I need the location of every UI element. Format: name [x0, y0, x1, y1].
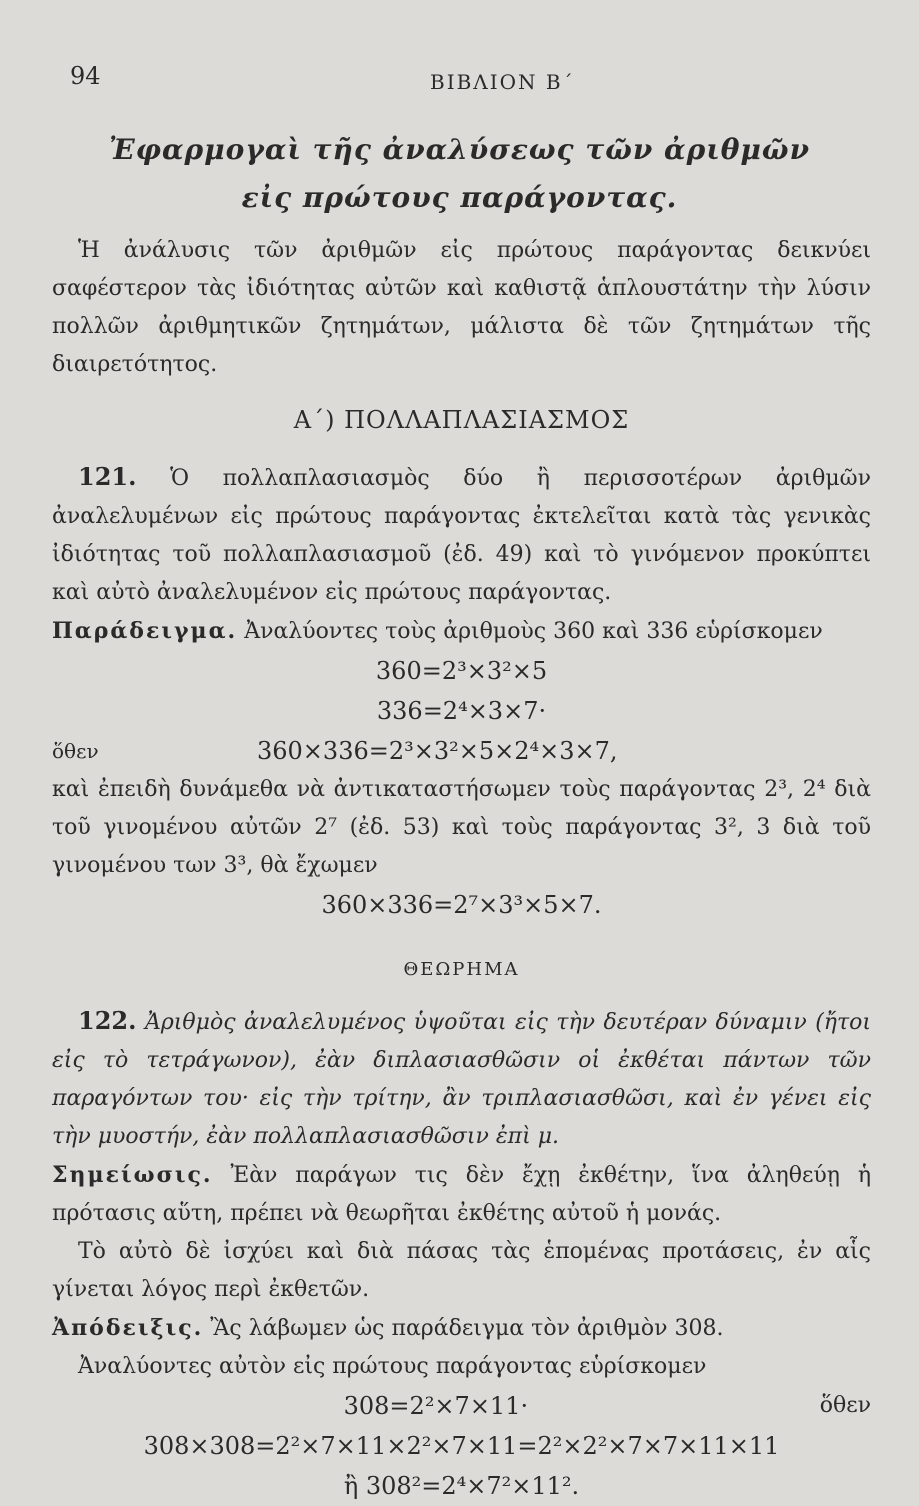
- section-title: [0, 126, 919, 222]
- example-paragraph: [52, 612, 871, 651]
- equation-row: [52, 731, 871, 771]
- equation: 336=2⁴×3×7·: [376, 697, 547, 725]
- subsection-heading: Α΄) ΠΟΛΛΑΠΛΑΣΙΑΣΜΟΣ: [293, 406, 630, 434]
- equation: 308=2²×7×11·: [343, 1392, 529, 1420]
- example-label: Παράδειγμα.: [52, 618, 238, 644]
- paragraph-text: Ὁ πολλαπλασιασμὸς δύο ἢ περισσοτέρων ἀριθμῶν ἀναλελυμένων εἰς πρώτους παράγοντας ἐκτελεῖται κατὰ τὰς γενικὰς ἰδιότητας τοῦ πολλαπλασιασμοῦ (ἐδ. 49) καὶ τὸ γινόμενον προκύπτει καὶ αὐτὸ ἀναλελυμένον εἰς πρώτους παράγοντας.: [52, 466, 871, 605]
- remark-continuation: Τὸ αὐτὸ δὲ ἰσχύει καὶ διὰ πάσας τὰς ἑπομένας προτάσεις, ἐν αἷς γίνεται λόγος περὶ ἐκθετῶν.: [52, 1239, 871, 1302]
- paragraph-122: [52, 1002, 871, 1156]
- paragraph-121: [52, 458, 871, 612]
- proof-label: Ἀπόδειξις.: [52, 1315, 204, 1341]
- proof-text: Ἂς λάβωμεν ὡς παράδειγμα τὸν ἀριθμὸν 308.: [210, 1316, 724, 1341]
- hence-label: ὅθεν: [52, 739, 99, 763]
- equation-row: [52, 1386, 871, 1426]
- proof-paragraph: [52, 1309, 871, 1348]
- remark-label: Σημείωσις.: [52, 1162, 213, 1188]
- page-header: [70, 62, 871, 102]
- example-continuation: καὶ ἐπειδὴ δυνάμεθα νὰ ἀντικαταστήσωμεν τοὺς παράγοντας 2³, 2⁴ διὰ τοῦ γινομένου αὐτῶν 2⁷ (ἐδ. 53) καὶ τοὺς παράγοντας 3², 3 διὰ τοῦ γινομένου των 3³, θὰ ἔχωμεν: [52, 777, 871, 878]
- proof-continuation: Ἀναλύοντες αὐτὸν εἰς πρώτους παράγοντας εὑρίσκομεν: [78, 1354, 707, 1379]
- intro-paragraph: Ἡ ἀνάλυσις τῶν ἀριθμῶν εἰς πρώτους παράγοντας δεικνύει σαφέστερον τὰς ἰδιότητας αὐτῶν καὶ καθιστᾷ ἁπλουστάτην τὴν λύσιν πολλῶν ἀριθμητικῶν ζητημάτων, μάλιστα δὲ τῶν ζητημάτων τῆς διαιρετότητος.: [52, 238, 871, 377]
- section-title-line1: Ἐφαρμογαὶ τῆς ἀναλύσεως τῶν ἀριθμῶν: [108, 133, 811, 166]
- page-number: 94: [70, 62, 101, 90]
- equation: ἢ 308²=2⁴×7²×11².: [343, 1472, 580, 1500]
- paragraph-number: 122.: [78, 1006, 137, 1035]
- theorem-heading: ΘΕΩΡΗΜΑ: [403, 959, 520, 980]
- section-title-line2: εἰς πρώτους παράγοντας.: [241, 181, 678, 214]
- running-title: ΒΙΒΛΙΟΝ Β΄: [430, 70, 575, 94]
- equation: 308×308=2²×7×11×2²×7×11=2²×2²×7×7×11×11: [143, 1432, 780, 1460]
- page-body: [52, 232, 871, 1506]
- equation: 360=2³×3²×5: [375, 657, 548, 685]
- paragraph-number: 121.: [78, 462, 137, 491]
- equation: 360×336=2³×3²×5×2⁴×3×7,: [257, 737, 618, 765]
- example-text: Ἀναλύοντες τοὺς ἀριθμοὺς 360 καὶ 336 εὑρίσκομεν: [244, 619, 823, 644]
- remark-text: Ἐὰν παράγων τις δὲν ἔχῃ ἐκθέτην, ἵνα ἀληθεύῃ ἡ πρότασις αὕτη, πρέπει νὰ θεωρῆται ἐκθέτης αὐτοῦ ἡ μονάς.: [52, 1163, 871, 1226]
- remark-paragraph: [52, 1156, 871, 1233]
- theorem-text: Ἀριθμὸς ἀναλελυμένος ὑψοῦται εἰς τὴν δευτέραν δύναμιν (ἤτοι εἰς τὸ τετράγωνον), ἐὰν διπλασιασθῶσιν οἱ ἐκθέται πάντων τῶν παραγόντων του· εἰς τὴν τρίτην, ἂν τριπλασιασθῶσι, καὶ ἐν γένει εἰς τὴν μυοστήν, ἐὰν πολλαπλασιασθῶσιν ἐπὶ μ.: [52, 1010, 871, 1149]
- equation: 360×336=2⁷×3³×5×7.: [321, 891, 602, 919]
- hence-label: ὅθεν: [819, 1393, 871, 1418]
